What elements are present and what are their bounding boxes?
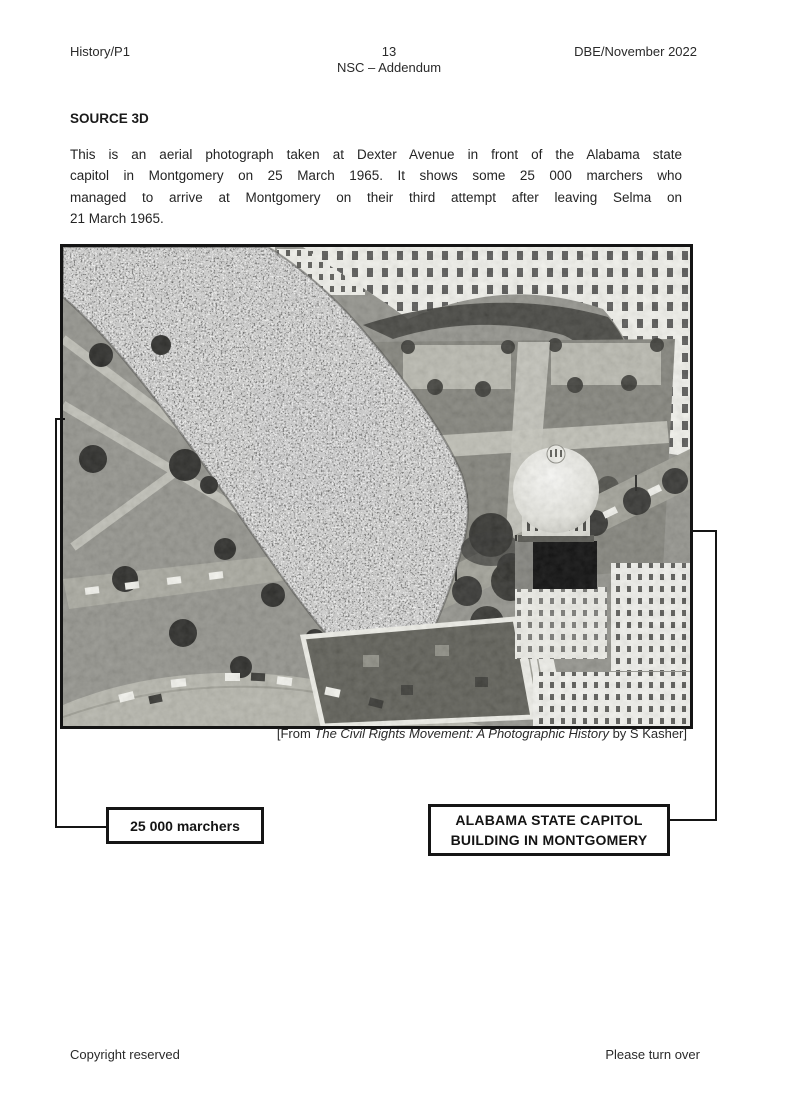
- capitol-label-line1: ALABAMA STATE CAPITOL: [455, 812, 643, 828]
- intro-line: 21 March 1965.: [70, 211, 164, 227]
- capitol-label-box: [428, 804, 670, 856]
- caption-book-title: The Civil Rights Movement: A Photographic History: [314, 726, 609, 741]
- caption-suffix: by S Kasher]: [608, 726, 687, 741]
- aerial-photograph: [63, 247, 690, 726]
- footer-turn-over: Please turn over: [605, 1047, 700, 1062]
- header-paper-code: History/P1: [70, 44, 130, 59]
- leader-line-capitol: [715, 530, 717, 821]
- photo-grain-overlay: [63, 247, 690, 726]
- caption-prefix: [From: [276, 726, 315, 741]
- header-exam-session: DBE/November 2022: [574, 44, 697, 59]
- intro-line: This is an aerial photograph taken at Dexter Avenue in front of the Alabama state: [70, 147, 682, 162]
- intro-line: managed to arrive at Montgomery on their third attempt after leaving Selma on: [70, 189, 682, 205]
- leader-line-capitol: [670, 819, 717, 821]
- source-heading: SOURCE 3D: [70, 111, 149, 126]
- source-intro-paragraph: [70, 147, 682, 233]
- photo-caption: [60, 726, 687, 741]
- page-number: 13: [381, 44, 397, 59]
- marchers-label-box: [106, 807, 264, 844]
- leader-line-marchers: [55, 826, 108, 828]
- marchers-label: 25 000 marchers: [130, 817, 240, 834]
- aerial-photograph-frame: [60, 244, 693, 729]
- intro-line: capitol in Montgomery on 25 March 1965. It shows some 25 000 marchers who: [70, 168, 682, 184]
- header-subtitle: NSC – Addendum: [336, 60, 442, 75]
- leader-line-marchers: [55, 418, 57, 828]
- capitol-label-line2: BUILDING IN MONTGOMERY: [450, 832, 648, 848]
- footer-copyright: Copyright reserved: [70, 1047, 180, 1062]
- leader-line-capitol: [690, 530, 717, 532]
